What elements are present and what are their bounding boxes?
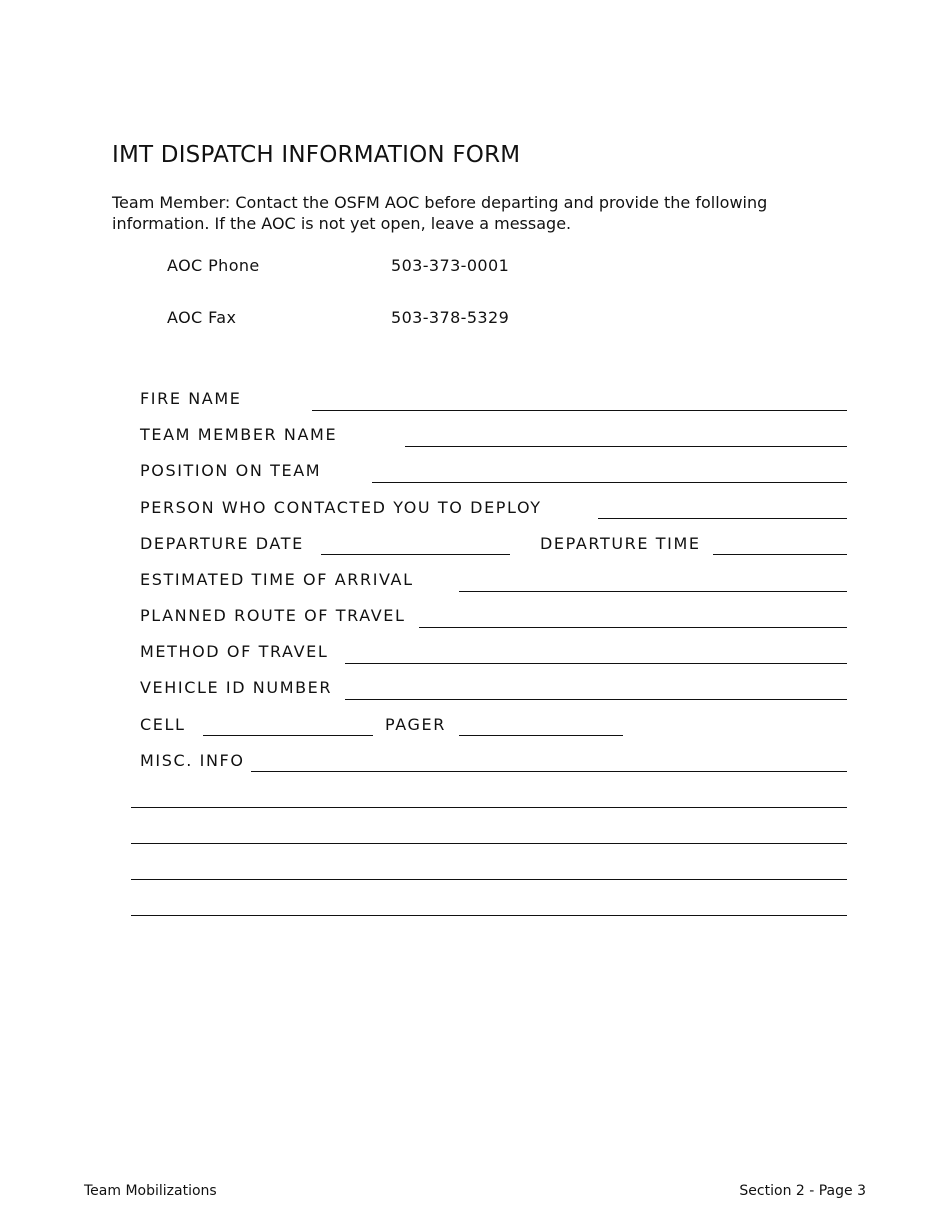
misc-info-line[interactable] [131,915,847,916]
departure-date-label: DEPARTURE DATE [140,534,304,553]
method-of-travel-field[interactable] [345,663,847,664]
fire-name-field[interactable] [312,410,847,411]
misc-info-line[interactable] [131,843,847,844]
misc-info-field[interactable] [251,771,847,772]
form-title: IMT DISPATCH INFORMATION FORM [112,142,521,168]
misc-info-line[interactable] [131,879,847,880]
vehicle-id-field[interactable] [345,699,847,700]
pager-field[interactable] [459,735,623,736]
pager-label: PAGER [385,715,446,734]
footer-right: Section 2 - Page 3 [739,1183,866,1199]
fire-name-label: FIRE NAME [140,389,242,408]
cell-label: CELL [140,715,186,734]
person-contacted-field[interactable] [598,518,847,519]
aoc-phone-label: AOC Phone [167,256,260,275]
team-member-name-field[interactable] [405,446,847,447]
departure-date-field[interactable] [321,554,510,555]
misc-info-line[interactable] [131,807,847,808]
misc-info-label: MISC. INFO [140,751,245,770]
person-contacted-label: PERSON WHO CONTACTED YOU TO DEPLOY [140,498,542,517]
planned-route-field[interactable] [419,627,847,628]
aoc-fax-value: 503-378-5329 [391,308,510,327]
aoc-phone-value: 503-373-0001 [391,256,510,275]
vehicle-id-label: VEHICLE ID NUMBER [140,678,333,697]
position-on-team-field[interactable] [372,482,847,483]
position-on-team-label: POSITION ON TEAM [140,461,322,480]
aoc-fax-label: AOC Fax [167,308,237,327]
team-member-name-label: TEAM MEMBER NAME [140,425,338,444]
departure-time-field[interactable] [713,554,847,555]
cell-field[interactable] [203,735,373,736]
planned-route-label: PLANNED ROUTE OF TRAVEL [140,606,406,625]
eta-label: ESTIMATED TIME OF ARRIVAL [140,570,414,589]
method-of-travel-label: METHOD OF TRAVEL [140,642,329,661]
intro-text: Team Member: Contact the OSFM AOC before departing and provide the following information. If the AOC is not yet open, leave a message. [112,193,768,233]
departure-time-label: DEPARTURE TIME [540,534,701,553]
eta-field[interactable] [459,591,847,592]
footer-left: Team Mobilizations [84,1183,217,1199]
